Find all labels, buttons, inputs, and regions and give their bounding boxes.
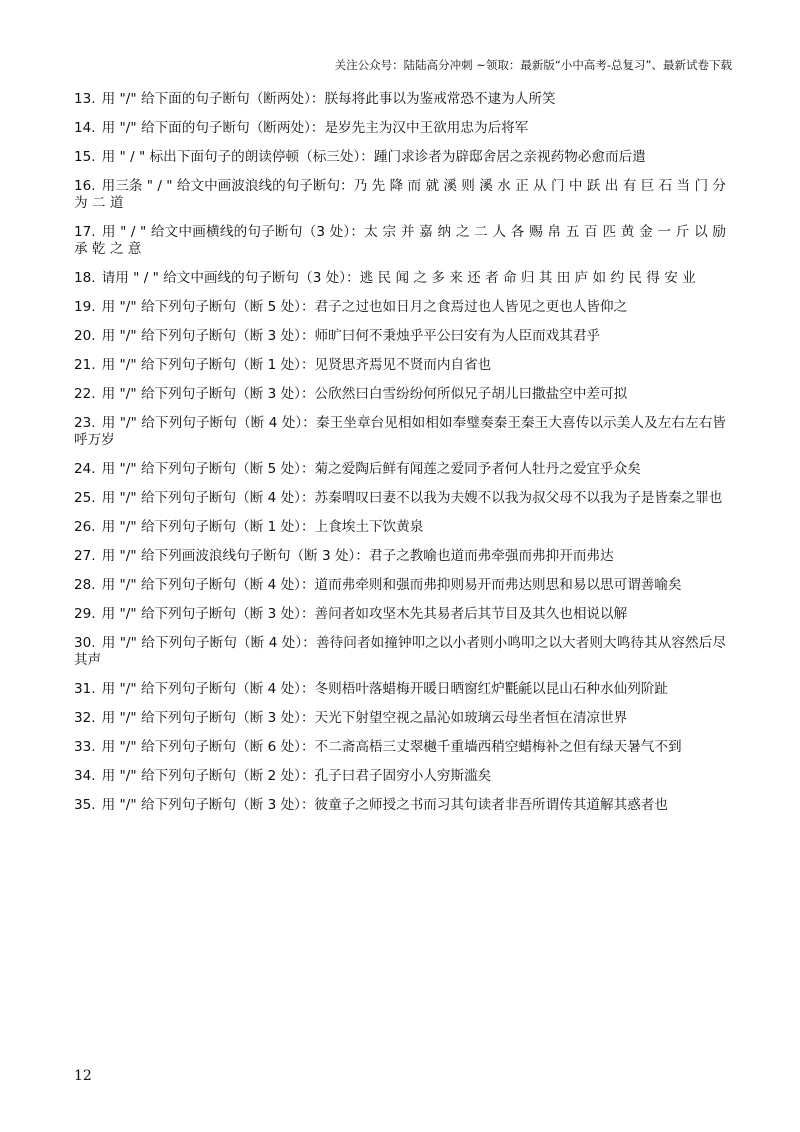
question-number: 31. xyxy=(74,681,96,697)
question-text: 用 "/" 给下面的句子断句（断两处）：是岁先主为汉中王欲用忠为后将军 xyxy=(101,120,529,136)
question-item xyxy=(74,548,726,565)
question-number: 25. xyxy=(74,490,96,506)
question-text: 用 "/" 给下列句子断句（断 6 处）：不二斋高梧三丈翠樾千重墙西稍空蜡梅补之但有绿天暑气不到 xyxy=(101,739,682,755)
question-text: 用 "/" 给下列句子断句（断 4 处）：苏秦喟叹曰妻不以我为夫嫂不以我为叔父母不以我为子是皆秦之罪也 xyxy=(101,490,723,506)
question-number: 26. xyxy=(74,519,96,535)
question-text: 请用 " / " 给文中画线的句子断句（3 处）：逃 民 闻 之 多 来 还 者 命 归 其 田 庐 如 约 民 得 安 业 xyxy=(101,270,696,286)
question-number: 30. xyxy=(74,635,96,651)
question-item xyxy=(74,797,726,814)
question-text: 用 "/" 给下列句子断句（断 3 处）：善问者如攻坚木先其易者后其节目及其久也相说以解 xyxy=(101,606,628,622)
question-number: 17. xyxy=(74,224,96,240)
question-text: 用 "/" 给下列句子断句（断 3 处）：彼童子之师授之书而习其句读者非吾所谓传其道解其惑者也 xyxy=(101,797,668,813)
question-item xyxy=(74,681,726,698)
question-number: 22. xyxy=(74,386,96,402)
question-number: 16. xyxy=(74,178,96,194)
question-text: 用 "/" 给下列句子断句（断 5 处）：君子之过也如日月之食焉过也人皆见之更也人皆仰之 xyxy=(101,299,628,315)
question-number: 14. xyxy=(74,120,96,136)
question-text: 用 "/" 给下列句子断句（断 3 处）：天光下射望空视之晶沁如玻璃云母坐者恒在清凉世界 xyxy=(101,710,628,726)
question-number: 34. xyxy=(74,768,96,784)
question-text: 用 "/" 给下列句子断句（断 1 处）：见贤思齐焉见不贤而内自省也 xyxy=(101,357,492,373)
question-text: 用 "/" 给下列句子断句（断 4 处）：秦王坐章台见相如相如奉璧奏秦王秦王大喜传以示美人及左右左右皆呼万岁 xyxy=(74,415,726,448)
question-item xyxy=(74,120,726,137)
question-text: 用 "/" 给下列画波浪线句子断句（断 3 处）：君子之教喻也道而弗牵强而弗抑开而弗达 xyxy=(101,548,614,564)
question-text: 用 "/" 给下列句子断句（断 2 处）：孔子曰君子固穷小人穷斯滥矣 xyxy=(101,768,492,784)
question-text: 用 "/" 给下列句子断句（断 3 处）：公欣然曰白雪纷纷何所似兄子胡儿曰撒盐空中差可拟 xyxy=(101,386,628,402)
question-number: 29. xyxy=(74,606,96,622)
question-number: 15. xyxy=(74,149,96,165)
question-item xyxy=(74,224,726,258)
page-number: 12 xyxy=(74,1068,92,1084)
question-number: 19. xyxy=(74,299,96,315)
question-text: 用 "/" 给下列句子断句（断 4 处）：善待问者如撞钟叩之以小者则小鸣叩之以大者则大鸣待其从容然后尽其声 xyxy=(74,635,726,668)
question-text: 用三条 " / " 给文中画波浪线的句子断句：乃 先 降 而 就 溪 则 溪 水 正 从 门 中 跃 出 有 巨 石 当 门 分 为 二 道 xyxy=(74,178,726,211)
question-item xyxy=(74,768,726,785)
question-item xyxy=(74,635,726,669)
question-text: 用 "/" 给下列句子断句（断 4 处）：道而弗牵则和强而弗抑则易开而弗达则思和易以思可谓善喻矣 xyxy=(101,577,682,593)
question-text: 用 "/" 给下列句子断句（断 3 处）：师旷曰何不秉烛乎平公曰安有为人臣而戏其君乎 xyxy=(101,328,601,344)
question-item xyxy=(74,357,726,374)
question-item xyxy=(74,386,726,403)
question-text: 用 "/" 给下列句子断句（断 5 处）：菊之爱陶后鲜有闻莲之爱同予者何人牡丹之爱宜乎众矣 xyxy=(101,461,641,477)
question-item xyxy=(74,415,726,449)
question-item xyxy=(74,739,726,756)
question-item xyxy=(74,461,726,478)
question-text: 用 " / " 标出下面句子的朗读停顿（标三处）：踵门求诊者为辟邸舍居之亲视药物必愈而后遣 xyxy=(101,149,646,165)
page-header: 关注公众号：陆陆高分冲刺 ~领取：最新版“小中高考-总复习”、最新试卷下载 xyxy=(334,58,732,72)
question-number: 21. xyxy=(74,357,96,373)
question-number: 32. xyxy=(74,710,96,726)
question-text: 用 "/" 给下列句子断句（断 4 处）：冬则梧叶落蜡梅开暖日晒窗红炉氍毹以昆山石种水仙列阶趾 xyxy=(101,681,668,697)
question-item xyxy=(74,299,726,316)
question-item xyxy=(74,270,726,287)
question-text: 用 "/" 给下面的句子断句（断两处）：朕每将此事以为鉴戒常恐不逮为人所笑 xyxy=(101,91,556,107)
question-number: 18. xyxy=(74,270,96,286)
question-number: 33. xyxy=(74,739,96,755)
question-number: 23. xyxy=(74,415,96,431)
question-number: 28. xyxy=(74,577,96,593)
question-item xyxy=(74,178,726,212)
question-item xyxy=(74,577,726,594)
question-text: 用 "/" 给下列句子断句（断 1 处）：上食埃土下饮黄泉 xyxy=(101,519,424,535)
question-number: 13. xyxy=(74,91,96,107)
question-item xyxy=(74,91,726,108)
question-item xyxy=(74,490,726,507)
question-number: 27. xyxy=(74,548,96,564)
question-number: 35. xyxy=(74,797,96,813)
question-item xyxy=(74,710,726,727)
question-number: 20. xyxy=(74,328,96,344)
question-item xyxy=(74,328,726,345)
question-number: 24. xyxy=(74,461,96,477)
question-item xyxy=(74,606,726,623)
question-text: 用 " / " 给文中画横线的句子断句（3 处）：太 宗 并 嘉 纳 之 二 人 各 赐 帛 五 百 匹 黄 金 一 斤 以 励 承 乾 之 意 xyxy=(74,224,726,257)
question-item xyxy=(74,149,726,166)
question-list xyxy=(74,91,726,826)
question-item xyxy=(74,519,726,536)
